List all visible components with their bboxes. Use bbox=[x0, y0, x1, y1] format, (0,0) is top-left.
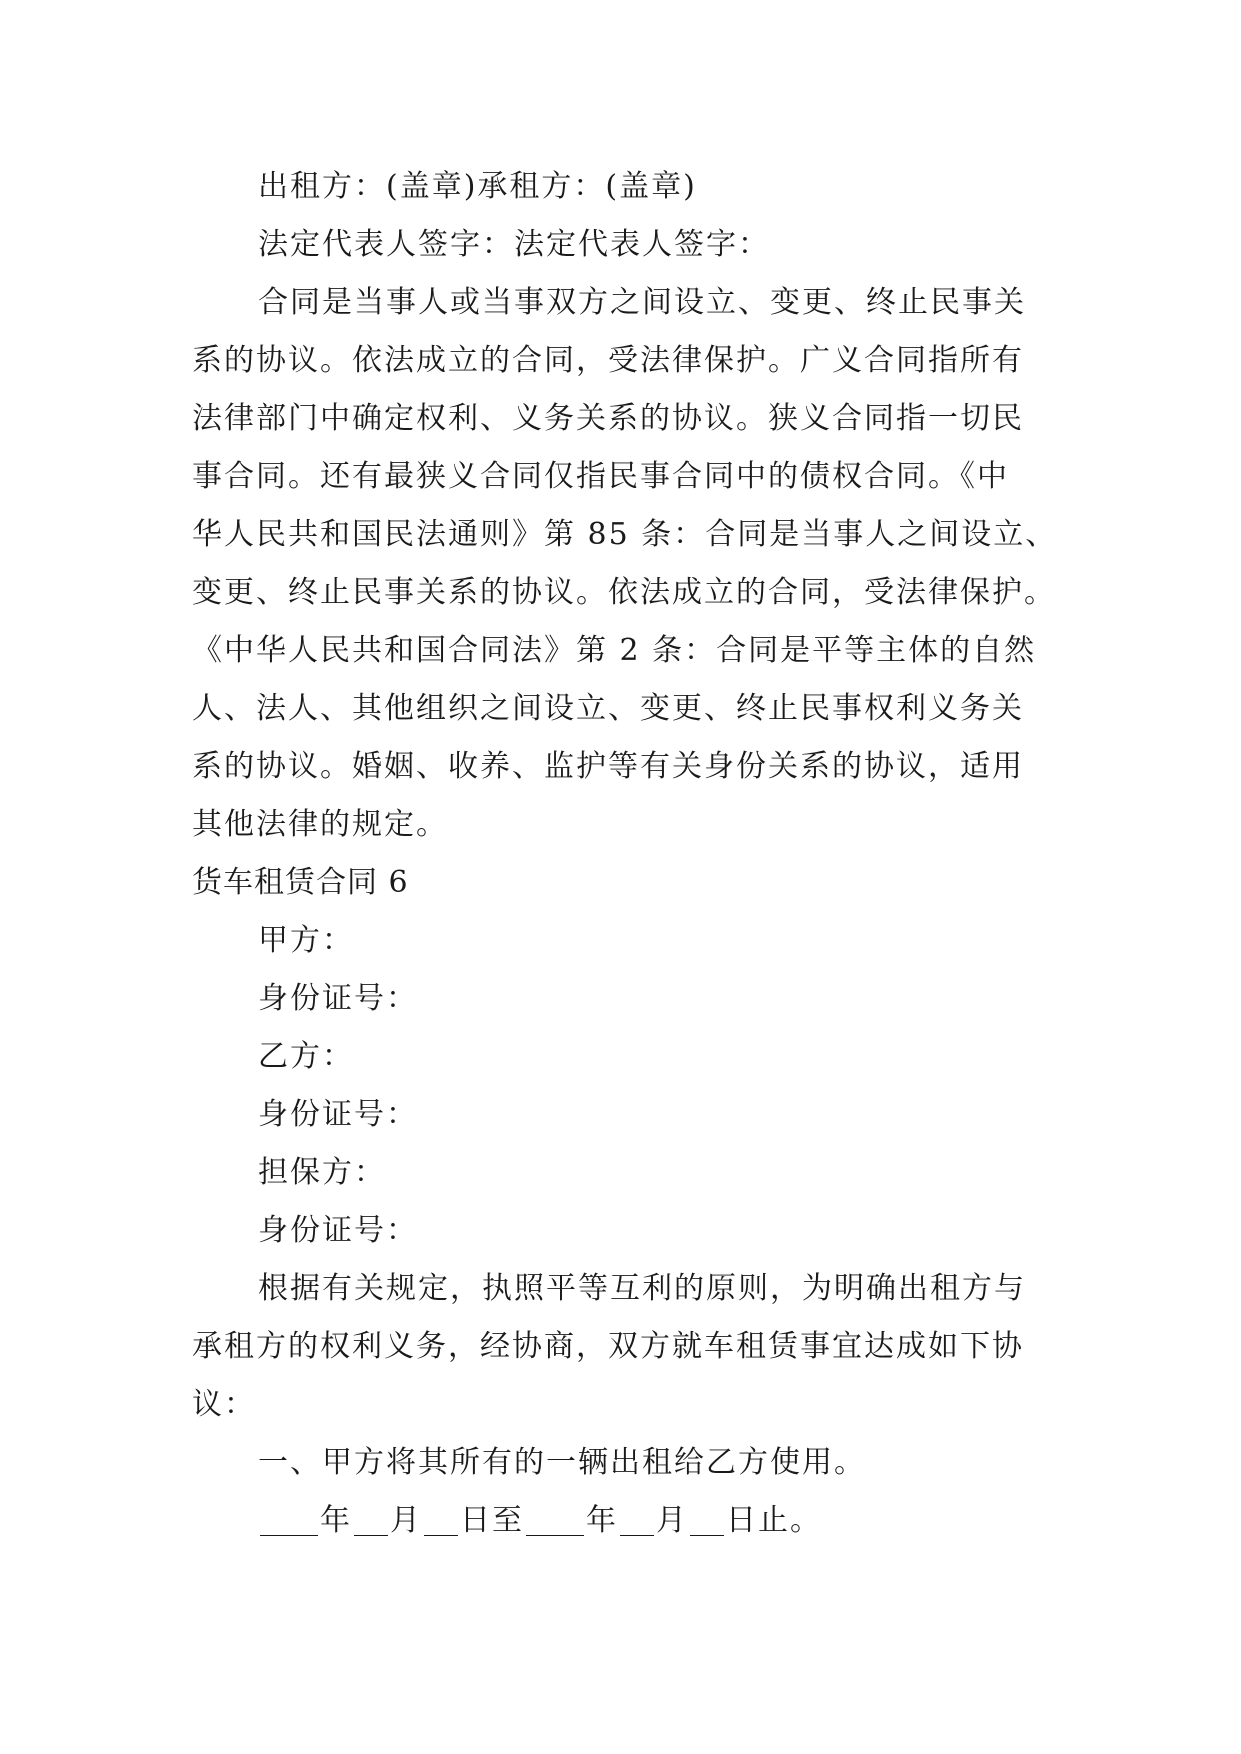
paragraph-line: 事合同。还有最狭义合同仅指民事合同中的债权合同。《中 bbox=[192, 459, 1009, 494]
paragraph-line: 人、法人、其他组织之间设立、变更、终止民事权利义务关 bbox=[192, 691, 1024, 726]
paragraph-line: 系的协议。依法成立的合同，受法律保护。广义合同指所有 bbox=[192, 343, 1024, 378]
date-range-line bbox=[192, 1492, 1050, 1550]
party-a-line: 甲方： bbox=[258, 923, 354, 958]
document-page bbox=[192, 158, 1058, 1550]
day-blank bbox=[690, 1509, 724, 1536]
month-blank bbox=[354, 1509, 388, 1536]
paragraph-line: 法律部门中确定权利、义务关系的协议。狭义合同指一切民 bbox=[192, 401, 1024, 436]
month-label: 月 bbox=[390, 1503, 422, 1538]
guarantor-line: 担保方： bbox=[258, 1155, 386, 1190]
year-blank bbox=[526, 1509, 584, 1536]
signature-line-lessor: 出租方：(盖章)承租方：(盖章) bbox=[258, 169, 697, 204]
intro-line: 根据有关规定，执照平等互利的原则，为明确出租方与 bbox=[258, 1271, 1026, 1306]
day-label: 日至 bbox=[460, 1503, 524, 1538]
paragraph-line: 变更、终止民事关系的协议。依法成立的合同，受法律保护。 bbox=[192, 575, 1056, 610]
month-label: 月 bbox=[656, 1503, 688, 1538]
paragraph-line: 其他法律的规定。 bbox=[192, 807, 448, 842]
intro-line: 承租方的权利义务，经协商，双方就车租赁事宜达成如下协 bbox=[192, 1329, 1024, 1364]
day-blank bbox=[424, 1509, 458, 1536]
guarantor-id-line: 身份证号： bbox=[258, 1213, 418, 1248]
paragraph-line: 《中华人民共和国合同法》第 2 条：合同是平等主体的自然 bbox=[192, 633, 1037, 668]
paragraph-line: 合同是当事人或当事双方之间设立、变更、终止民事关 bbox=[258, 285, 1026, 320]
month-blank bbox=[620, 1509, 654, 1536]
day-label: 日止。 bbox=[726, 1503, 822, 1538]
section-heading: 货车租赁合同 6 bbox=[192, 865, 409, 900]
year-blank bbox=[260, 1509, 318, 1536]
party-a-id-line: 身份证号： bbox=[258, 981, 418, 1016]
intro-line: 议： bbox=[192, 1387, 256, 1422]
paragraph-line: 华人民共和国民法通则》第 85 条：合同是当事人之间设立、 bbox=[192, 517, 1058, 552]
clause-one: 一、甲方将其所有的一辆出租给乙方使用。 bbox=[258, 1445, 866, 1480]
party-b-id-line: 身份证号： bbox=[258, 1097, 418, 1132]
signature-line-representative: 法定代表人签字：法定代表人签字： bbox=[258, 227, 770, 262]
paragraph-line: 系的协议。婚姻、收养、监护等有关身份关系的协议，适用 bbox=[192, 749, 1024, 784]
year-label: 年 bbox=[320, 1503, 352, 1538]
year-label: 年 bbox=[586, 1503, 618, 1538]
party-b-line: 乙方： bbox=[258, 1039, 354, 1074]
